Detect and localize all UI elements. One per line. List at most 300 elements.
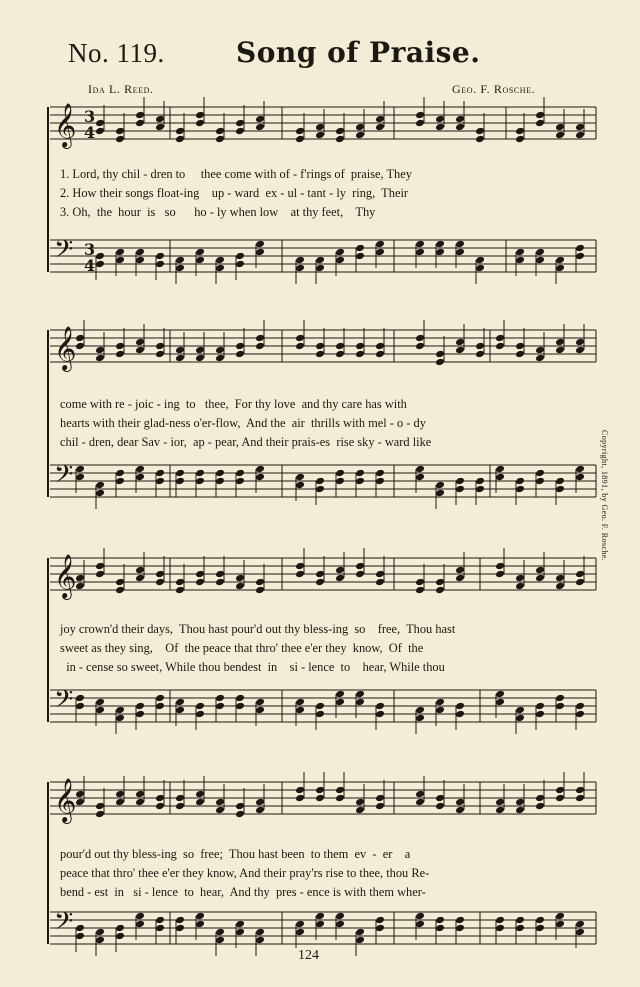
notehead: [455, 123, 465, 132]
notehead: [215, 469, 225, 478]
notehead: [135, 248, 145, 257]
notehead: [375, 342, 385, 351]
notehead: [415, 790, 425, 799]
notehead: [235, 127, 245, 136]
notehead: [75, 465, 85, 474]
notehead: [435, 350, 445, 359]
notehead: [175, 586, 185, 595]
notehead: [495, 690, 505, 699]
time-signature: 4: [84, 123, 96, 142]
notehead: [75, 798, 85, 807]
notehead: [335, 248, 345, 257]
notehead: [415, 706, 425, 715]
notehead: [355, 562, 365, 571]
notehead: [135, 920, 145, 929]
notehead: [455, 338, 465, 347]
notehead: [375, 477, 385, 486]
notehead: [175, 346, 185, 355]
notehead: [175, 127, 185, 136]
notehead: [415, 240, 425, 249]
notehead: [235, 810, 245, 819]
notehead: [255, 334, 265, 343]
notehead: [575, 570, 585, 579]
notehead: [555, 131, 565, 140]
notehead: [115, 798, 125, 807]
notehead: [335, 566, 345, 575]
notehead: [175, 706, 185, 715]
notehead: [535, 574, 545, 583]
notehead: [135, 790, 145, 799]
notehead: [355, 123, 365, 132]
notehead: [195, 912, 205, 921]
notehead: [95, 570, 105, 579]
notehead: [535, 710, 545, 719]
notehead: [575, 794, 585, 803]
notehead: [95, 706, 105, 715]
notehead: [575, 338, 585, 347]
notehead: [415, 586, 425, 595]
notehead: [315, 578, 325, 587]
notehead: [555, 582, 565, 591]
notehead: [515, 574, 525, 583]
notehead: [435, 916, 445, 925]
notehead: [495, 465, 505, 474]
lyric-line: sweet as they sing, Of the peace that thro' thee e'er they know, Of the: [60, 641, 424, 655]
notehead: [455, 566, 465, 575]
notehead: [495, 562, 505, 571]
notehead: [515, 714, 525, 723]
notehead: [335, 912, 345, 921]
notehead: [95, 119, 105, 128]
notehead: [355, 928, 365, 937]
notehead: [575, 252, 585, 261]
notehead: [255, 473, 265, 482]
notehead: [355, 570, 365, 579]
notehead: [135, 338, 145, 347]
notehead: [255, 706, 265, 715]
notehead: [315, 912, 325, 921]
notehead: [435, 123, 445, 132]
lyric-line: joy crown'd their days, Thou hast pour'd out thy bless-ing so free, Thou hast: [60, 622, 456, 636]
notehead: [195, 710, 205, 719]
notehead: [435, 248, 445, 257]
notehead: [575, 346, 585, 355]
notehead: [435, 706, 445, 715]
notehead: [475, 264, 485, 273]
notehead: [135, 574, 145, 583]
notehead: [235, 260, 245, 269]
notehead: [215, 354, 225, 363]
notehead: [175, 578, 185, 587]
notehead: [355, 342, 365, 351]
notehead: [235, 928, 245, 937]
notehead: [535, 469, 545, 478]
notehead: [495, 916, 505, 925]
notehead: [195, 354, 205, 363]
notehead: [295, 698, 305, 707]
bass-clef-icon: 𝄢: [54, 235, 74, 270]
notehead: [435, 240, 445, 249]
notehead: [455, 115, 465, 124]
notehead: [455, 485, 465, 494]
notehead: [475, 477, 485, 486]
notehead: [175, 469, 185, 478]
notehead: [515, 127, 525, 136]
notehead: [195, 477, 205, 486]
notehead: [335, 690, 345, 699]
notehead: [555, 694, 565, 703]
notehead: [75, 582, 85, 591]
notehead: [375, 350, 385, 359]
notehead: [235, 350, 245, 359]
lyric-line: 2. How their songs float-ing up - ward ex - ul - tant - ly ring, Their: [60, 186, 409, 200]
notehead: [115, 924, 125, 933]
notehead: [155, 260, 165, 269]
notehead: [95, 489, 105, 498]
lyric-line: pour'd out thy bless-ing so free; Thou hast been to them ev - er a: [60, 847, 411, 861]
notehead: [355, 131, 365, 140]
notehead: [135, 256, 145, 265]
notehead: [315, 131, 325, 140]
notehead: [515, 256, 525, 265]
notehead: [235, 574, 245, 583]
notehead: [555, 338, 565, 347]
notehead: [375, 710, 385, 719]
time-signature: 3: [84, 240, 96, 259]
notehead: [375, 578, 385, 587]
notehead: [335, 342, 345, 351]
notehead: [515, 706, 525, 715]
notehead: [495, 924, 505, 933]
notehead: [435, 794, 445, 803]
notehead: [95, 354, 105, 363]
notehead: [255, 465, 265, 474]
notehead: [575, 928, 585, 937]
notehead: [75, 702, 85, 711]
notehead: [555, 794, 565, 803]
notehead: [255, 936, 265, 945]
notehead: [135, 119, 145, 128]
notehead: [215, 578, 225, 587]
hymn-title: Song of Praise.: [236, 36, 481, 69]
notehead: [515, 477, 525, 486]
notehead: [75, 342, 85, 351]
notehead: [555, 912, 565, 921]
notehead: [135, 473, 145, 482]
notehead: [255, 798, 265, 807]
time-signature: 3: [84, 107, 96, 126]
notehead: [475, 485, 485, 494]
notehead: [535, 354, 545, 363]
notehead: [535, 248, 545, 257]
notehead: [155, 252, 165, 261]
notehead: [455, 248, 465, 257]
notehead: [575, 920, 585, 929]
notehead: [475, 350, 485, 359]
notehead: [255, 115, 265, 124]
notehead: [135, 111, 145, 120]
notehead: [315, 123, 325, 132]
notehead: [295, 334, 305, 343]
notehead: [215, 806, 225, 815]
notehead: [375, 123, 385, 132]
notehead: [295, 264, 305, 273]
notehead: [75, 334, 85, 343]
notehead: [215, 570, 225, 579]
notehead: [95, 260, 105, 269]
notehead: [255, 240, 265, 249]
notehead: [75, 932, 85, 941]
notehead: [135, 710, 145, 719]
notehead: [555, 346, 565, 355]
notehead: [215, 702, 225, 711]
notehead: [195, 248, 205, 257]
time-signature: 4: [84, 256, 96, 275]
notehead: [175, 135, 185, 144]
notehead: [115, 578, 125, 587]
notehead: [235, 920, 245, 929]
notehead: [195, 702, 205, 711]
notehead: [255, 806, 265, 815]
notehead: [455, 924, 465, 933]
notehead: [535, 566, 545, 575]
notehead: [95, 936, 105, 945]
notehead: [115, 350, 125, 359]
notehead: [175, 916, 185, 925]
notehead: [455, 477, 465, 486]
notehead: [555, 477, 565, 486]
notehead: [375, 802, 385, 811]
notehead: [115, 706, 125, 715]
notehead: [375, 248, 385, 257]
notehead: [235, 694, 245, 703]
notehead: [355, 936, 365, 945]
notehead: [335, 698, 345, 707]
notehead: [535, 477, 545, 486]
notehead: [435, 115, 445, 124]
notehead: [155, 924, 165, 933]
notehead: [415, 111, 425, 120]
notehead: [295, 562, 305, 571]
notehead: [75, 694, 85, 703]
notehead: [115, 342, 125, 351]
notehead: [155, 469, 165, 478]
notehead: [115, 248, 125, 257]
notehead: [155, 342, 165, 351]
notehead: [495, 473, 505, 482]
notehead: [195, 790, 205, 799]
notehead: [295, 473, 305, 482]
notehead: [155, 115, 165, 124]
notehead: [375, 115, 385, 124]
notehead: [215, 346, 225, 355]
notehead: [295, 256, 305, 265]
notehead: [155, 578, 165, 587]
notehead: [555, 920, 565, 929]
notehead: [215, 798, 225, 807]
treble-clef-icon: 𝄞: [54, 554, 77, 598]
notehead: [575, 473, 585, 482]
notehead: [555, 574, 565, 583]
treble-clef-icon: 𝄞: [54, 778, 77, 822]
notehead: [195, 469, 205, 478]
notehead: [575, 578, 585, 587]
notehead: [575, 244, 585, 253]
notehead: [415, 342, 425, 351]
notehead: [315, 477, 325, 486]
notehead: [295, 135, 305, 144]
notehead: [375, 240, 385, 249]
notehead: [195, 119, 205, 128]
notehead: [335, 350, 345, 359]
notehead: [295, 928, 305, 937]
notehead: [175, 794, 185, 803]
notehead: [235, 252, 245, 261]
notehead: [415, 798, 425, 807]
lyricist-credit: Ida L. Reed.: [88, 82, 154, 96]
notehead: [115, 714, 125, 723]
notehead: [315, 920, 325, 929]
notehead: [575, 123, 585, 132]
notehead: [415, 920, 425, 929]
notehead: [375, 702, 385, 711]
notehead: [155, 702, 165, 711]
notehead: [335, 469, 345, 478]
notehead: [175, 477, 185, 486]
notehead: [315, 350, 325, 359]
notehead: [115, 469, 125, 478]
notehead: [435, 698, 445, 707]
notehead: [515, 350, 525, 359]
notehead: [455, 240, 465, 249]
notehead: [155, 916, 165, 925]
notehead: [415, 248, 425, 257]
notehead: [235, 469, 245, 478]
notehead: [455, 710, 465, 719]
notehead: [455, 806, 465, 815]
notehead: [535, 794, 545, 803]
notehead: [315, 264, 325, 273]
notehead: [115, 586, 125, 595]
notehead: [115, 135, 125, 144]
notehead: [495, 806, 505, 815]
notehead: [175, 698, 185, 707]
notehead: [315, 794, 325, 803]
notehead: [535, 119, 545, 128]
notehead: [515, 924, 525, 933]
notehead: [415, 578, 425, 587]
lyric-line: bend - est in si - lence to hear, And thy pres - ence is with them wher-: [60, 885, 426, 899]
notehead: [415, 119, 425, 128]
notehead: [235, 342, 245, 351]
notehead: [555, 123, 565, 132]
notehead: [415, 465, 425, 474]
notehead: [455, 702, 465, 711]
notehead: [315, 710, 325, 719]
notehead: [95, 481, 105, 490]
notehead: [315, 342, 325, 351]
notehead: [195, 578, 205, 587]
notehead: [155, 350, 165, 359]
notehead: [195, 920, 205, 929]
notehead: [375, 469, 385, 478]
notehead: [555, 264, 565, 273]
notehead: [255, 698, 265, 707]
notehead: [355, 252, 365, 261]
notehead: [175, 256, 185, 265]
notehead: [515, 342, 525, 351]
notehead: [415, 334, 425, 343]
composer-credit: Geo. F. Rosche.: [452, 82, 536, 96]
lyric-line: 1. Lord, thy chil - dren to thee come with of - f'rings of praise, They: [60, 167, 412, 181]
notehead: [375, 570, 385, 579]
lyric-line: 3. Oh, the hour is so ho - ly when low at thy feet, Thy: [60, 205, 376, 219]
notehead: [155, 794, 165, 803]
notehead: [175, 924, 185, 933]
lyric-line: in - cense so sweet, While thou bendest in si - lence to hear, While thou: [60, 660, 445, 674]
notehead: [115, 256, 125, 265]
notehead: [335, 127, 345, 136]
notehead: [95, 802, 105, 811]
notehead: [135, 465, 145, 474]
notehead: [95, 698, 105, 707]
notehead: [355, 350, 365, 359]
notehead: [575, 131, 585, 140]
notehead: [535, 256, 545, 265]
notehead: [515, 806, 525, 815]
notehead: [255, 123, 265, 132]
notehead: [435, 489, 445, 498]
notehead: [195, 256, 205, 265]
notehead: [455, 916, 465, 925]
notehead: [355, 690, 365, 699]
notehead: [255, 342, 265, 351]
notehead: [435, 924, 445, 933]
lyric-line: come with re - joic - ing to thee, For thy love and thy care has with: [60, 397, 407, 411]
notehead: [435, 481, 445, 490]
notehead: [515, 485, 525, 494]
notehead: [355, 477, 365, 486]
copyright-notice: Copyright, 1891, by Geo. F. Rosche.: [600, 430, 609, 562]
notehead: [175, 354, 185, 363]
notehead: [355, 798, 365, 807]
notehead: [95, 562, 105, 571]
notehead: [515, 798, 525, 807]
notehead: [115, 790, 125, 799]
notehead: [535, 111, 545, 120]
notehead: [335, 794, 345, 803]
notehead: [515, 248, 525, 257]
notehead: [495, 334, 505, 343]
notehead: [535, 924, 545, 933]
notehead: [75, 574, 85, 583]
notehead: [455, 574, 465, 583]
notehead: [475, 135, 485, 144]
notehead: [195, 346, 205, 355]
notehead: [75, 924, 85, 933]
notehead: [575, 465, 585, 474]
notehead: [195, 111, 205, 120]
notehead: [155, 123, 165, 132]
notehead: [435, 586, 445, 595]
notehead: [75, 473, 85, 482]
notehead: [135, 702, 145, 711]
notehead: [95, 252, 105, 261]
notehead: [455, 346, 465, 355]
notehead: [215, 256, 225, 265]
notehead: [235, 582, 245, 591]
notehead: [575, 702, 585, 711]
